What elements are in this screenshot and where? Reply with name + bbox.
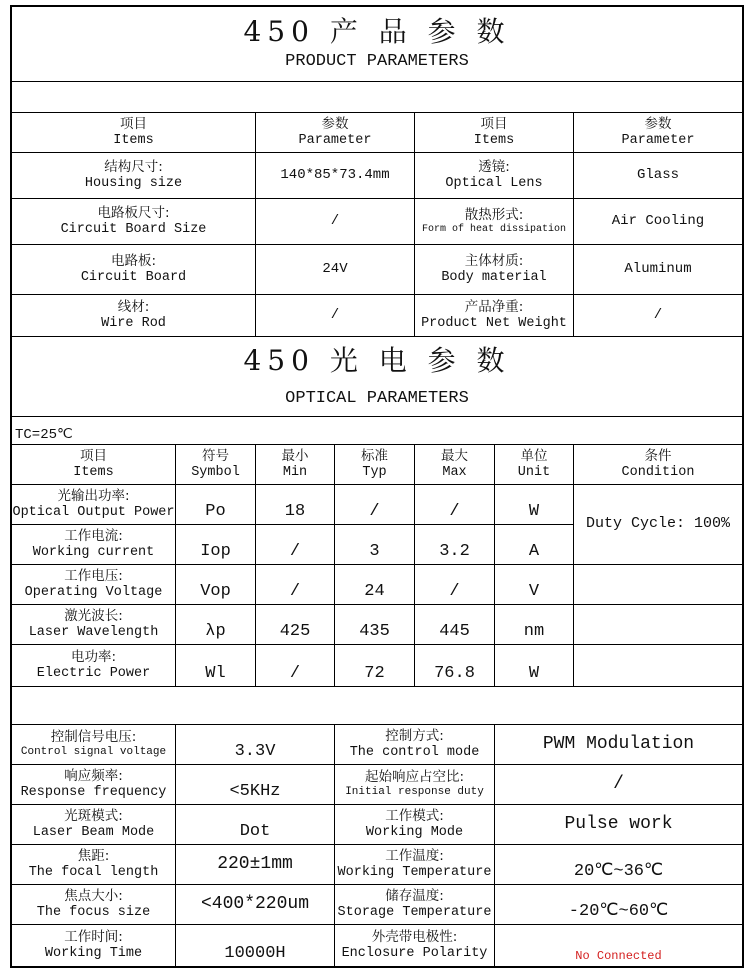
product-header-param-1: 参数 Parameter xyxy=(256,113,415,153)
optical-max: 76.8 xyxy=(415,645,495,687)
optical-typ: / xyxy=(335,485,415,525)
optical-max: 3.2 xyxy=(415,525,495,565)
optical-symbol: Wl xyxy=(176,645,256,687)
optical-max: 445 xyxy=(415,605,495,645)
optical-unit: V xyxy=(495,565,574,605)
optical-header-typ: 标准 Typ xyxy=(335,445,415,485)
condition-empty xyxy=(574,645,742,687)
optical-title-zh: 450 光 电 参 数 xyxy=(243,343,511,377)
optical-header-unit: 单位 Unit xyxy=(495,445,574,485)
tc-label: TC=25℃ xyxy=(12,417,742,445)
control-label-right: 工作模式: Working Mode xyxy=(335,805,495,845)
control-label-left: 工作时间: Working Time xyxy=(12,925,176,966)
product-label-right: 散热形式: Form of heat dissipation xyxy=(415,199,574,245)
product-value-left: 140*85*73.4mm xyxy=(256,153,415,199)
condition-duty-cycle: Duty Cycle: 100% xyxy=(574,485,742,565)
product-label-right: 主体材质: Body material xyxy=(415,245,574,295)
optical-symbol: Po xyxy=(176,485,256,525)
product-title-en: PRODUCT PARAMETERS xyxy=(285,52,469,72)
product-label-left: 电路板尺寸: Circuit Board Size xyxy=(12,199,256,245)
optical-header-min: 最小 Min xyxy=(256,445,335,485)
control-label-right: 储存温度: Storage Temperature xyxy=(335,885,495,925)
optical-typ: 24 xyxy=(335,565,415,605)
condition-empty xyxy=(574,565,742,605)
control-value-left: 10000H xyxy=(176,925,335,966)
optical-item: 电功率: Electric Power xyxy=(12,645,176,687)
optical-symbol: λp xyxy=(176,605,256,645)
optical-unit: W xyxy=(495,645,574,687)
optical-header-symbol: 符号 Symbol xyxy=(176,445,256,485)
product-value-right: Aluminum xyxy=(574,245,742,295)
product-value-right: / xyxy=(574,295,742,337)
optical-min: 425 xyxy=(256,605,335,645)
control-value-right: PWM Modulation xyxy=(495,725,742,765)
optical-typ: 72 xyxy=(335,645,415,687)
product-header-item-1: 项目 Items xyxy=(12,113,256,153)
optical-max: / xyxy=(415,485,495,525)
control-value-left: 3.3V xyxy=(176,725,335,765)
control-value-left: 220±1mm xyxy=(176,845,335,885)
optical-max: / xyxy=(415,565,495,605)
optical-unit: A xyxy=(495,525,574,565)
product-header-item-2: 项目 Items xyxy=(415,113,574,153)
control-label-left: 焦点大小: The focus size xyxy=(12,885,176,925)
optical-unit: nm xyxy=(495,605,574,645)
product-label-left: 结构尺寸: Housing size xyxy=(12,153,256,199)
product-value-right: Air Cooling xyxy=(574,199,742,245)
product-title-block xyxy=(12,7,742,82)
control-label-left: 响应频率: Response frequency xyxy=(12,765,176,805)
product-value-left: 24V xyxy=(256,245,415,295)
product-value-left: / xyxy=(256,295,415,337)
optical-symbol: Vop xyxy=(176,565,256,605)
control-label-left: 光斑模式: Laser Beam Mode xyxy=(12,805,176,845)
control-value-left: Dot xyxy=(176,805,335,845)
control-label-left: 焦距: The focal length xyxy=(12,845,176,885)
spacer-row xyxy=(12,687,742,725)
control-value-left: <5KHz xyxy=(176,765,335,805)
control-label-right: 控制方式: The control mode xyxy=(335,725,495,765)
control-value-right: No Connected xyxy=(575,949,662,964)
optical-item: 工作电压: Operating Voltage xyxy=(12,565,176,605)
optical-item: 光输出功率: Optical Output Power xyxy=(12,485,176,525)
control-label-right: 工作温度: Working Temperature xyxy=(335,845,495,885)
control-value-right: / xyxy=(495,765,742,805)
product-value-left: / xyxy=(256,199,415,245)
spacer-row xyxy=(12,82,742,113)
optical-min: / xyxy=(256,645,335,687)
product-label-left: 电路板: Circuit Board xyxy=(12,245,256,295)
control-value-right: -20℃~60℃ xyxy=(495,885,742,925)
condition-empty xyxy=(574,605,742,645)
control-label-left: 控制信号电压: Control signal voltage xyxy=(12,725,176,765)
optical-min: 18 xyxy=(256,485,335,525)
parameter-sheet xyxy=(10,5,744,968)
optical-title-block xyxy=(12,337,742,417)
product-label-right: 产品净重: Product Net Weight xyxy=(415,295,574,337)
optical-min: / xyxy=(256,525,335,565)
control-value-right: Pulse work xyxy=(495,805,742,845)
product-title-zh: 450 产 品 参 数 xyxy=(243,15,511,49)
optical-header-max: 最大 Max xyxy=(415,445,495,485)
optical-header-condition: 条件 Condition xyxy=(574,445,742,485)
product-label-right: 透镜: Optical Lens xyxy=(415,153,574,199)
optical-symbol: Iop xyxy=(176,525,256,565)
optical-title-en: OPTICAL PARAMETERS xyxy=(285,388,469,408)
product-value-right: Glass xyxy=(574,153,742,199)
control-label-right: 外壳带电极性: Enclosure Polarity xyxy=(335,925,495,966)
optical-header-items: 项目 Items xyxy=(12,445,176,485)
product-header-param-2: 参数 Parameter xyxy=(574,113,742,153)
optical-unit: W xyxy=(495,485,574,525)
optical-item: 工作电流: Working current xyxy=(12,525,176,565)
control-value-right: 20℃~36℃ xyxy=(495,845,742,885)
control-label-right: 起始响应占空比: Initial response duty xyxy=(335,765,495,805)
product-label-left: 线材: Wire Rod xyxy=(12,295,256,337)
optical-typ: 3 xyxy=(335,525,415,565)
optical-typ: 435 xyxy=(335,605,415,645)
optical-min: / xyxy=(256,565,335,605)
control-value-left: <400*220um xyxy=(176,885,335,925)
optical-item: 激光波长: Laser Wavelength xyxy=(12,605,176,645)
